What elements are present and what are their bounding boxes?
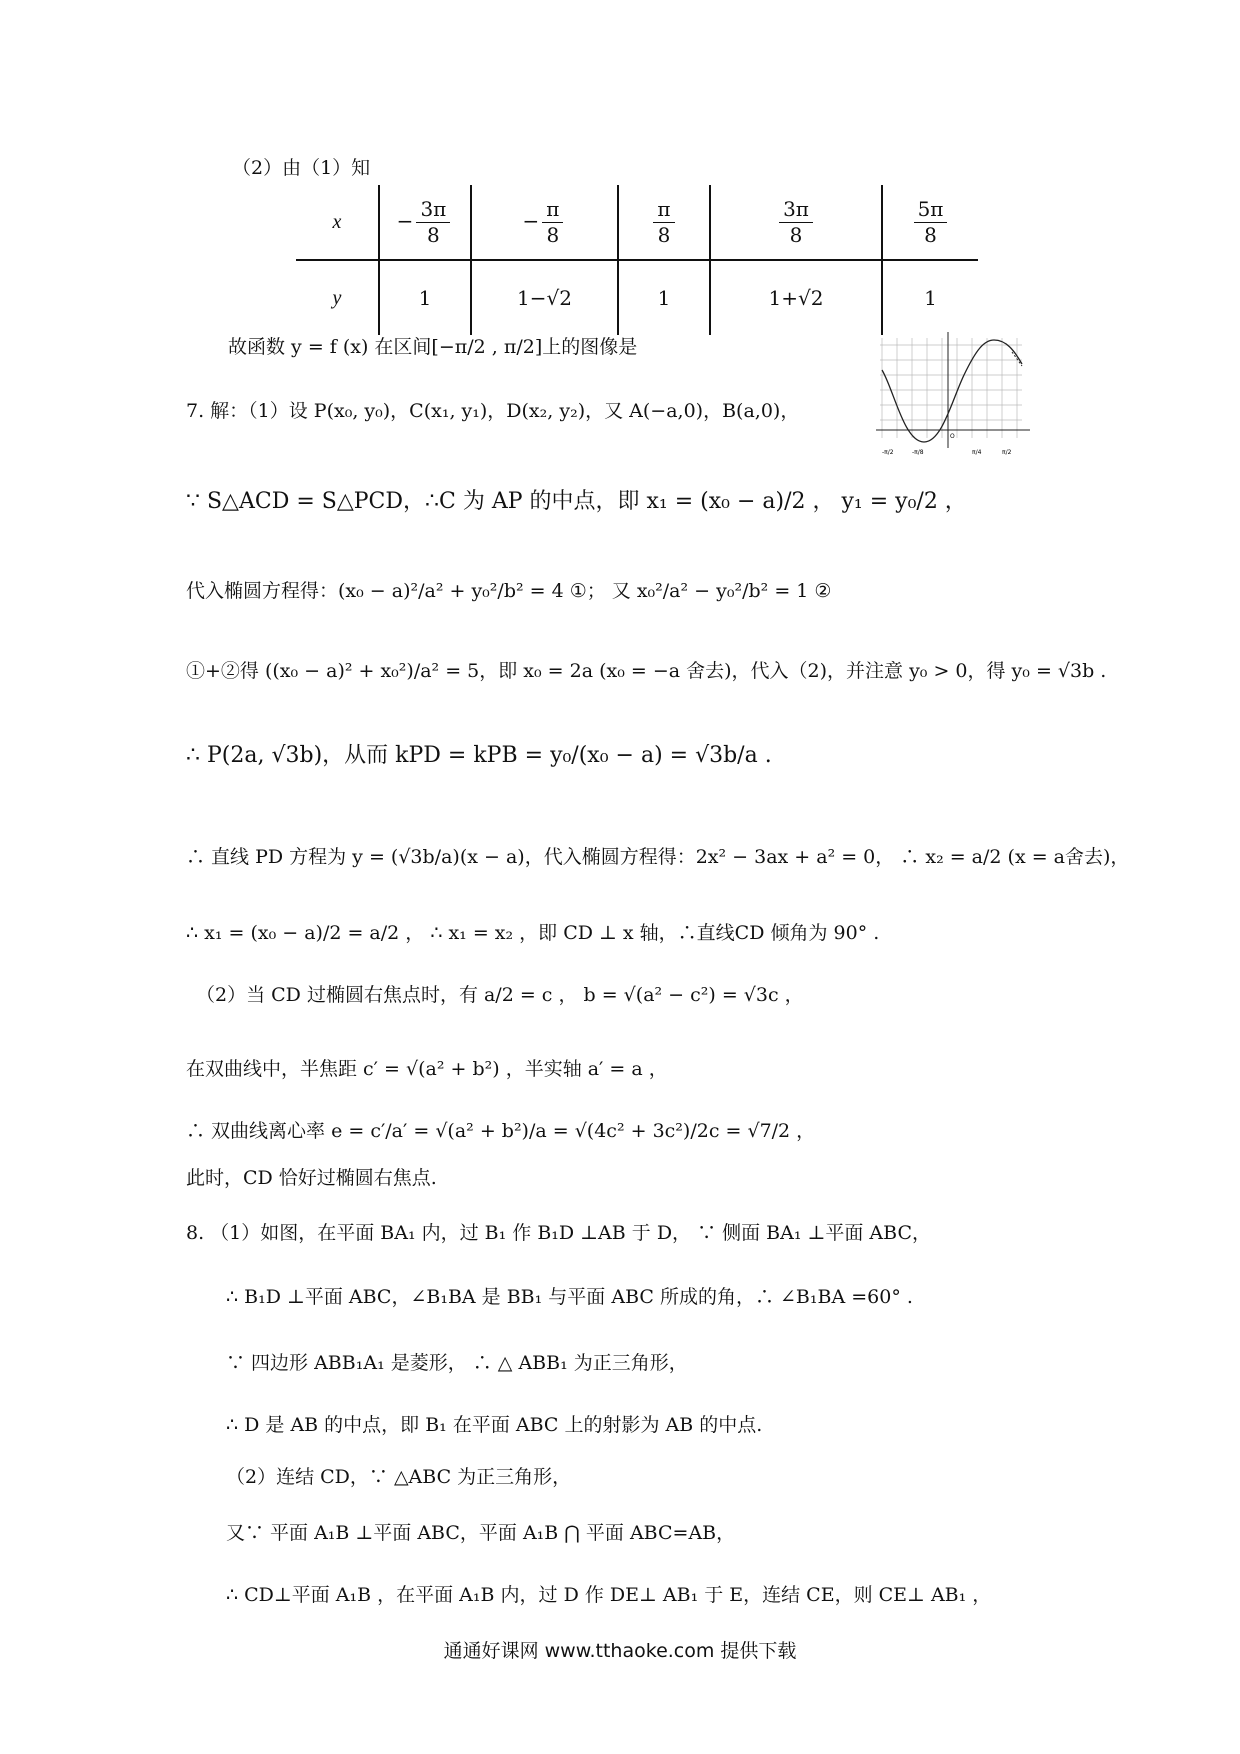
- q7-line-5: ∴ P(2a, √3b)，从而 kPD = kPB = y₀/(x₀ − a) = √3b/a .: [186, 743, 772, 768]
- q8-line-4: ∴ D 是 AB 的中点，即 B₁ 在平面 ABC 上的射影为 AB 的中点.: [226, 1414, 763, 1436]
- function-graph: [872, 330, 1034, 458]
- q7-line-6: ∴ 直线 PD 方程为 y = (√3b/a)(x − a)，代入椭圆方程得：2x² − 3ax + a² = 0， ∴ x₂ = a/2 (x = a舍去)，: [186, 846, 1130, 868]
- row-y-label: y: [332, 286, 342, 309]
- q8-line-2: ∴ B₁D ⊥平面 ABC，∠B₁BA 是 BB₁ 与平面 ABC 所成的角，∴ ∠B₁BA =60° .: [226, 1286, 913, 1308]
- table-cell: 1+√2: [710, 260, 882, 335]
- q8-line-5: （2）连结 CD，∵ △ABC 为正三角形，: [226, 1466, 572, 1488]
- table-cell: 1: [379, 260, 471, 335]
- q7-line-8: （2）当 CD 过椭圆右焦点时，有 a/2 = c ， b = √(a² − c²) = √3c ，: [196, 984, 804, 1006]
- table-cell: 1: [882, 260, 978, 335]
- svg-text:O: O: [950, 433, 955, 440]
- graph-caption: 故函数 y = f (x) 在区间[−π/2 , π/2]上的图像是: [228, 336, 638, 358]
- svg-text:π/4: π/4: [972, 449, 982, 456]
- q7-line-2: ∵ S△ACD = S△PCD，∴C 为 AP 的中点，即 x₁ = (x₀ − a)/2 ， y₁ = y₀/2 ，: [186, 489, 967, 514]
- svg-text:-π/2: -π/2: [882, 449, 894, 456]
- table-row-x: [296, 185, 978, 260]
- q8-line-1: 8. （1）如图，在平面 BA₁ 内，过 B₁ 作 B₁D ⊥AB 于 D， ∵ 侧面 BA₁ ⊥平面 ABC，: [186, 1222, 931, 1244]
- table-cell: $\frac{3\pi}{8}$: [710, 185, 882, 260]
- table-cell: − $\frac{3\pi}{8}$: [379, 185, 471, 260]
- svg-text:π/2: π/2: [1002, 449, 1012, 456]
- table-cell: 1−√2: [471, 260, 618, 335]
- svg-text:-π/8: -π/8: [912, 449, 924, 456]
- q7-line-11: 此时，CD 恰好过椭圆右焦点.: [186, 1167, 437, 1189]
- table-cell: 1: [618, 260, 710, 335]
- q8-line-7: ∴ CD⊥平面 A₁B ，在平面 A₁B 内，过 D 作 DE⊥ AB₁ 于 E，连结 CE，则 CE⊥ AB₁ ，: [226, 1584, 992, 1606]
- q8-line-6: 又∵ 平面 A₁B ⊥平面 ABC，平面 A₁B ⋂ 平面 ABC=AB，: [226, 1522, 736, 1544]
- q7-line-4: ①+②得 ((x₀ − a)² + x₀²)/a² = 5，即 x₀ = 2a (x₀ = −a 舍去)，代入（2)，并注意 y₀ > 0，得 y₀ = √3b .: [186, 660, 1107, 682]
- q7-line-10: ∴ 双曲线离心率 e = c′/a′ = √(a² + b²)/a = √(4c² + 3c²)/2c = √7/2 ，: [186, 1120, 816, 1142]
- table-cell: $\frac{5\pi}{8}$: [882, 185, 978, 260]
- table-row-y: [296, 260, 978, 335]
- table-cell: − $\frac{\pi}{8}$: [471, 185, 618, 260]
- q7-line-3: 代入椭圆方程得：(x₀ − a)²/a² + y₀²/b² = 4 ①； 又 x₀²/a² − y₀²/b² = 1 ②: [186, 580, 832, 602]
- sine-curve: [882, 340, 1022, 442]
- row-x-label: x: [296, 185, 379, 260]
- part2-intro: （2）由（1）知: [232, 157, 371, 179]
- q7-line-1: 7. 解：（1）设 P(x₀, y₀)，C(x₁, y₁)，D(x₂, y₂)，又 A(−a,0)，B(a,0)，: [186, 400, 800, 422]
- q7-line-7: ∴ x₁ = (x₀ − a)/2 = a/2 ， ∴ x₁ = x₂ ，即 CD ⊥ x 轴，∴直线CD 倾角为 90° .: [186, 922, 880, 944]
- table-cell: $\frac{\pi}{8}$: [618, 185, 710, 260]
- values-table: [296, 185, 978, 335]
- q8-line-3: ∵ 四边形 ABB₁A₁ 是菱形， ∴ △ ABB₁ 为正三角形，: [226, 1352, 688, 1374]
- q7-line-9: 在双曲线中，半焦距 c′ = √(a² + b²) ，半实轴 a′ = a ，: [186, 1058, 668, 1080]
- page-footer: 通通好课网 www.tthaoke.com 提供下载: [443, 1640, 797, 1662]
